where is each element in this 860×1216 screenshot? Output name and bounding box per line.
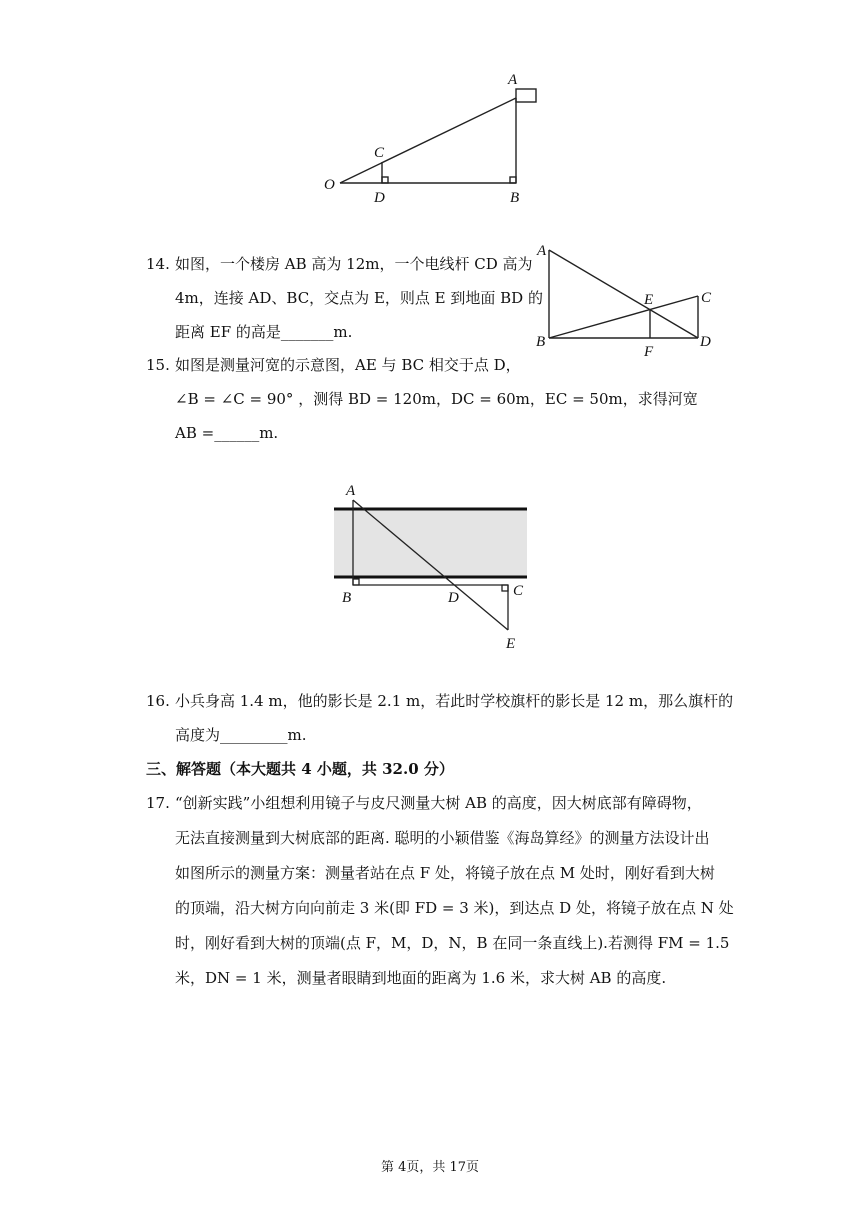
label-C: C <box>513 583 524 599</box>
label-A: A <box>508 72 518 88</box>
q17-line-3: 如图所示的测量方案：测量者站在点 F 处，将镜子放在点 M 处时，刚好看到大树 <box>175 864 715 882</box>
q14-line-1: 如图，一个楼房 AB 高为 12m，一个电线杆 CD 高为 <box>175 255 533 273</box>
q17-line-5: 时，刚好看到大树的顶端(点 F，M，D，N，B 在同一条直线上).若测得 FM = 1.5 <box>175 934 730 952</box>
label-B: B <box>342 590 352 606</box>
q15-line-1: 如图是测量河宽的示意图，AE 与 BC 相交于点 D， <box>175 356 521 374</box>
figure-building-pole <box>532 238 722 358</box>
q14-line-3: 距离 EF 的高是_______m. <box>175 323 353 341</box>
page-footer: 第 4页，共 17页 <box>380 1160 480 1175</box>
q15-line-3: AB =______m. <box>175 424 279 442</box>
figure-shadow-triangle <box>310 62 560 212</box>
label-E: E <box>644 292 654 308</box>
q17-number: 17. <box>146 794 170 812</box>
label-D: D <box>448 590 459 606</box>
label-C: C <box>374 145 385 161</box>
q14-line-2: 4m，连接 AD、BC，交点为 E，则点 E 到地面 BD 的 <box>175 289 543 307</box>
figure-river-width <box>320 478 540 653</box>
label-E: E <box>506 636 516 652</box>
q17-line-6: 米，DN = 1 米，测量者眼睛到地面的距离为 1.6 米，求大树 AB 的高度. <box>175 969 667 987</box>
label-O: O <box>324 177 335 193</box>
q14-number: 14. <box>146 255 170 273</box>
q16-number: 16. <box>146 692 170 710</box>
q16-line-2: 高度为_________m. <box>175 726 307 744</box>
label-D: D <box>700 334 711 350</box>
q17-line-2: 无法直接测量到大树底部的距离. 聪明的小颖借鉴《海岛算经》的测量方法设计出 <box>175 829 710 847</box>
label-B: B <box>510 190 520 206</box>
q15-number: 15. <box>146 356 170 374</box>
label-B: B <box>536 334 546 350</box>
q17-line-1: “创新实践”小组想利用镜子与皮尺测量大树 AB 的高度，因大树底部有障碍物， <box>175 794 702 812</box>
q16-line-1: 小兵身高 1.4 m，他的影长是 2.1 m，若此时学校旗杆的影长是 12 m，那么旗杆的 <box>175 692 734 710</box>
label-F: F <box>644 344 654 358</box>
section-3-heading: 三、解答题（本大题共 4 小题，共 32.0 分） <box>146 760 454 778</box>
q15-line-2: ∠B = ∠C = 90° ，测得 BD = 120m，DC = 60m，EC = 50m，求得河宽 <box>175 390 698 408</box>
label-C: C <box>701 290 712 306</box>
label-A: A <box>537 243 547 259</box>
label-A: A <box>346 483 356 499</box>
label-D: D <box>374 190 385 206</box>
q17-line-4: 的顶端，沿大树方向向前走 3 米(即 FD = 3 米)，到达点 D 处，将镜子放在点 N 处 <box>175 899 734 917</box>
